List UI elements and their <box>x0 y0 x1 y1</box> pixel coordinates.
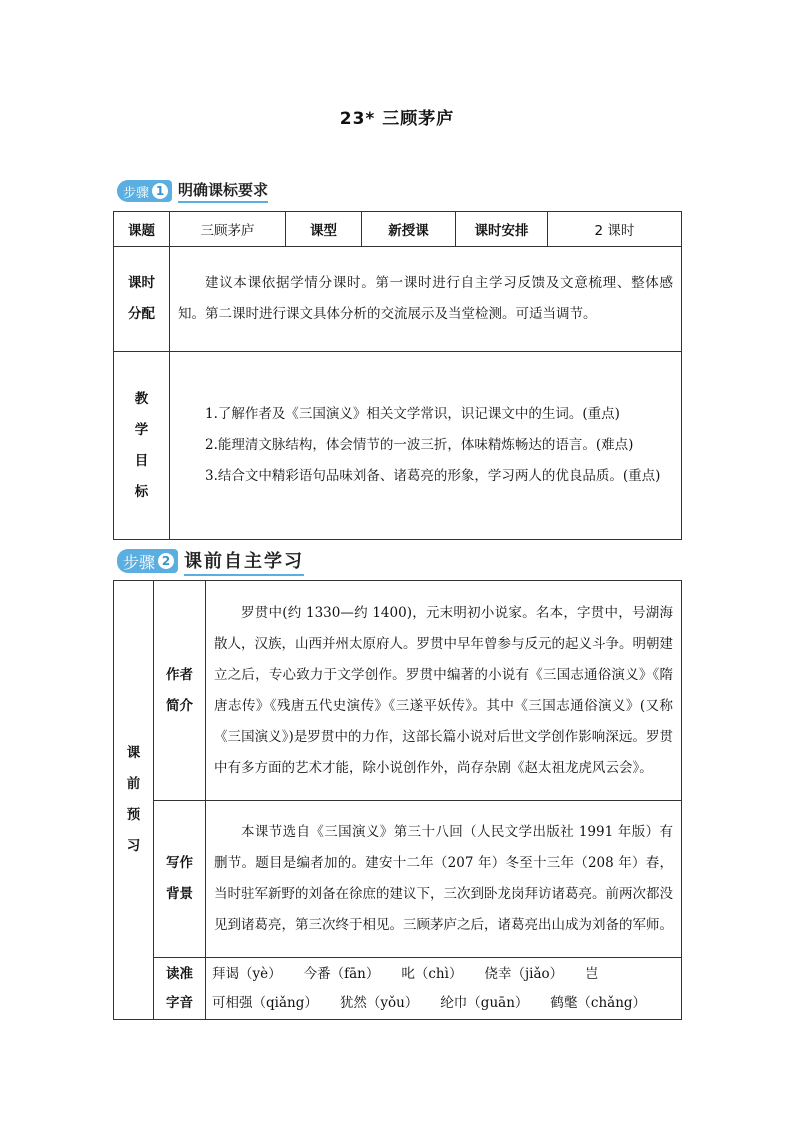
type-label: 课型 <box>286 212 362 247</box>
allocation-label <box>114 247 170 352</box>
pronunciation-item: 岂 <box>585 965 599 982</box>
goals-label <box>114 352 170 540</box>
topic-value: 三顾茅庐 <box>170 212 286 247</box>
table-row <box>114 212 682 247</box>
author-label <box>154 581 206 801</box>
page-title: 23* 三顾茅庐 <box>339 109 455 129</box>
section-label-char: 习 <box>126 838 141 854</box>
pronunciation-label <box>154 958 206 1020</box>
allocation-label-line: 课时 <box>128 275 155 291</box>
pre-class-study-table <box>113 580 682 1020</box>
step2-badge <box>117 549 178 573</box>
goal-item: 1.了解作者及《三国演义》相关文学常识，识记课文中的生词。(重点) <box>205 406 620 422</box>
table-row <box>114 247 682 352</box>
schedule-label: 课时安排 <box>456 212 548 247</box>
goal-item: 2.能理清文脉结构，体会情节的一波三折，体味精炼畅达的语言。(难点) <box>205 437 634 453</box>
step2-header <box>117 548 304 574</box>
step2-badge-text: 步骤 <box>123 552 156 572</box>
pronunciation-item: 纶巾（guān） <box>440 994 529 1011</box>
author-text-cell <box>206 581 682 801</box>
section-label-char: 预 <box>126 807 141 823</box>
topic-label: 课题 <box>114 212 170 247</box>
goals-label-char: 标 <box>134 483 149 500</box>
allocation-text: 建议本课依据学情分课时。第一课时进行自主学习反馈及文意梳理、整体感知。第二课时进行课文具体分析的交流展示及当堂检测。可适当调节。 <box>178 275 673 322</box>
goals-label-char: 目 <box>134 452 149 469</box>
step1-badge <box>117 180 172 202</box>
author-label-line: 作者 <box>166 666 193 683</box>
pronunciation-line <box>212 960 675 989</box>
table-row <box>114 958 682 1020</box>
pronunciation-line <box>212 989 675 1018</box>
section-label-char: 课 <box>126 745 141 761</box>
background-text: 本课节选自《三国演义》第三十八回（人民文学出版社 1991 年版）有删节。题目是编者加的。建安十二年（207 年）冬至十三年（208 年）春，当时驻军新野的刘备在徐庶的建议下，三次到卧龙岗拜访诸葛亮。前两次都没见到诸葛亮，第三次终于相见。三顾茅庐之后，诸葛亮出山成为刘备的军师。 <box>214 824 673 933</box>
background-label-line: 背景 <box>166 886 193 902</box>
step1-badge-text: 步骤 <box>123 185 150 201</box>
schedule-value: 2 课时 <box>548 212 682 247</box>
author-text: 罗贯中(约 1330—约 1400)，元末明初小说家。名本，字贯中，号湖海散人，汉族，山西并州太原府人。罗贯中早年曾参与反元的起义斗争。明朝建立之后，专心致力于文学创作。罗贯中编著的小说有《三国志通俗演义》《隋唐志传》《残唐五代史演传》《三遂平妖传》。其中《三国志通俗演义》(又称《三国演义》)是罗贯中的力作，这部长篇小说对后世文学创作影响深远。罗贯中有多方面的艺术才能，除小说创作外，尚存杂剧《赵太祖龙虎风云会》。 <box>214 604 673 776</box>
goals-label-char: 教 <box>134 390 149 407</box>
pronunciation-text-cell <box>206 958 682 1020</box>
type-value: 新授课 <box>362 212 456 247</box>
table-row <box>114 581 682 801</box>
course-requirements-table <box>113 211 682 540</box>
table-row <box>114 352 682 540</box>
allocation-label-line: 分配 <box>128 306 155 322</box>
pronunciation-item: 可相强（qiǎng） <box>212 994 318 1011</box>
section-label-char: 前 <box>126 776 141 792</box>
allocation-text-cell <box>170 247 682 352</box>
author-label-line: 简介 <box>166 697 193 714</box>
step2-heading: 课前自主学习 <box>184 547 304 576</box>
goal-item: 3.结合文中精彩语句品味刘备、诸葛亮的形象，学习两人的优良品质。(重点) <box>205 468 661 484</box>
pronunciation-label-line: 字音 <box>166 994 193 1011</box>
step2-number: 2 <box>158 553 174 569</box>
pronunciation-item: 拜谒（yè） <box>212 965 282 982</box>
pronunciation-label-line: 读准 <box>166 965 193 982</box>
background-label-line: 写作 <box>166 855 193 871</box>
pronunciation-item: 侥幸（jiǎo） <box>484 965 564 982</box>
step1-header <box>117 178 268 204</box>
step1-number: 1 <box>152 183 168 199</box>
goals-text-cell <box>170 352 682 540</box>
pronunciation-item: 今番（fān） <box>303 965 380 982</box>
pronunciation-item: 鹤氅（chǎng） <box>550 994 647 1011</box>
background-text-cell <box>206 801 682 958</box>
section-label <box>114 581 154 1020</box>
background-label <box>154 801 206 958</box>
step1-heading: 明确课标要求 <box>178 179 268 203</box>
table-row <box>114 801 682 958</box>
goals-label-char: 学 <box>134 421 149 438</box>
pronunciation-item: 叱（chì） <box>401 965 463 982</box>
pronunciation-item: 犹然（yǒu） <box>339 994 419 1011</box>
